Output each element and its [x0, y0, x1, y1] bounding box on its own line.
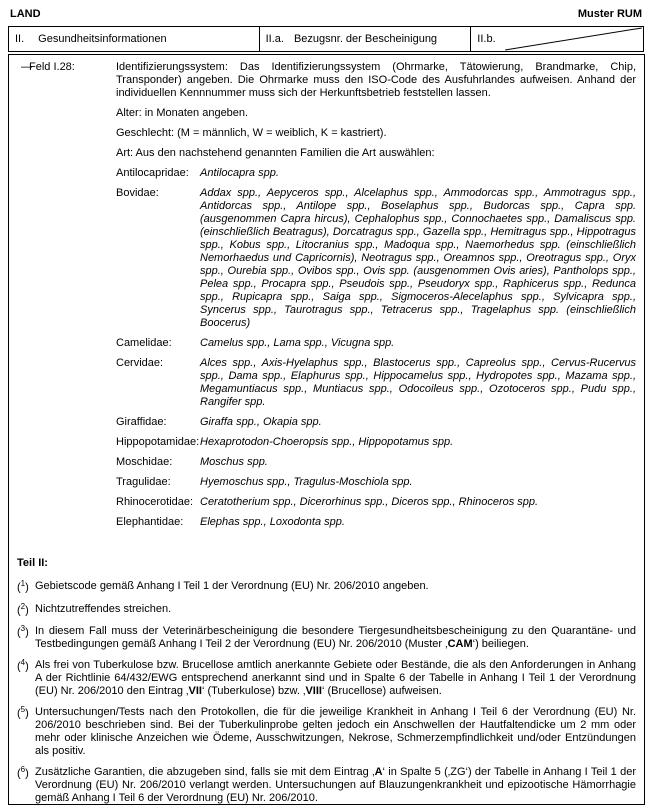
section-number: II.b.: [477, 33, 496, 45]
family-row: [116, 416, 636, 429]
family-row: [116, 516, 636, 529]
diagonal-strikeout-line: [471, 27, 643, 51]
family-row: [116, 187, 636, 330]
family-row: [116, 456, 636, 469]
footnote-number: 5: [20, 705, 26, 715]
family-row: [116, 357, 636, 409]
family-species-list: Alces spp., Axis-Hyelaphus spp., Blastocerus spp., Capreolus spp., Cervus-Rucervus spp., Dama spp., Elaphurus spp., Hippocamelus spp., Hydropotes spp., Mazama spp., Megamuntiacus spp., Muntiacus spp., Odocoileus spp., Ozotoceros spp., Pudu spp., Rangifer spp.: [200, 357, 636, 408]
species-intro-paragraph: Art: Aus den nachstehend genannten Familien die Art auswählen:: [116, 147, 435, 159]
country-label: LAND: [10, 8, 41, 20]
family-species-list: Camelus spp., Lama spp., Vicugna spp.: [200, 337, 395, 349]
footnote-1: [13, 580, 636, 595]
footnote-marker: ($^1$): [17, 579, 29, 594]
family-name: Camelidae:: [116, 337, 172, 349]
footnote-marker: ($^3$): [17, 624, 29, 639]
family-name: Rhinocerotidae:: [116, 496, 194, 508]
family-name: Cervidae:: [116, 357, 164, 369]
footnote-number: 2: [20, 601, 26, 611]
section-header-row: [8, 26, 644, 52]
family-species-list: Hexaprotodon-Choeropsis spp., Hippopotamus spp.: [200, 436, 454, 448]
family-name: Elephantidae:: [116, 516, 184, 528]
part-ii-heading: Teil II:: [17, 557, 48, 569]
section-number: II.a.: [265, 32, 284, 45]
footnote-marker: ($^5$): [17, 705, 29, 720]
footnote-5: [13, 706, 636, 758]
footnote-number: 6: [20, 765, 26, 775]
field-i28-content: [116, 61, 636, 536]
header-cell-health-info: [8, 26, 260, 52]
footnote-text: Nichtzutreffendes streichen.: [35, 602, 172, 615]
footnote-marker: ($^4$): [17, 658, 29, 673]
family-row: [116, 436, 636, 449]
dash-marker: —: [21, 61, 32, 73]
family-row: [116, 496, 636, 509]
notes-box: [8, 54, 645, 805]
top-header-line: [0, 0, 652, 21]
family-name: Bovidae:: [116, 187, 159, 199]
field-i28-row: [13, 61, 636, 536]
family-species-list: Addax spp., Aepyceros spp., Alcelaphus spp., Ammodorcas spp., Ammotragus spp., Antidorcas spp., Antilope spp., Boselaphus spp., Budorcas spp., Capra spp. (ausgenommen Capra hircus), Cephalophus spp., Connochaetes spp., Damaliscus spp. (einschließlich Beatragus), Dorcatragus spp., Gazella spp., Hemitragus spp., Hippotragus spp., Kobus spp., Litocranius spp., Madoqua spp., Naemorhedus spp. (einschließlich Nemorhaedus und Capricornis), Neotragus spp., Oreamnos spp., Oreotragus spp., Oryx spp., Ourebia spp., Ovibos spp., Ovis spp. (ausgenommen Ovis aries), Pantholops spp., Pelea spp., Procapra spp., Pseudois spp., Pseudoryx spp., Raphicerus spp., Redunca spp., Rupicapra spp., Saiga spp., Sigmoceros-Alecelaphus spp., Sylvicapra spp., Syncerus spp., Taurotragus spp., Tetracerus spp., Tragelaphus spp. (einschließlich Boocerus): [200, 187, 636, 329]
footnote-text: Als frei von Tuberkulose bzw. Brucellose amtlich anerkannte Gebiete oder Bestände, die als den Anforderungen in Anhang A der Richtlinie 64/432/EWG entsprechend anerkannt sind und in Spalte 6 der Tabelle in Anhang I Teil 1 der Verordnung (EU) Nr. 206/2010 den Eintrag ‚VII‘ (Tuberkulose) bzw. ‚VIII‘ (Brucellose) aufweisen.: [35, 659, 636, 698]
family-name: Antilocapridae:: [116, 167, 189, 179]
footnote-marker: ($^6$): [17, 765, 29, 780]
family-species-list: Elephas spp., Loxodonta spp.: [200, 516, 345, 528]
family-name: Hippopotamidae:: [116, 436, 200, 448]
footnote-text: Untersuchungen/Tests nach den Protokollen, die für die jeweilige Krankheit in Anhang I Teil 6 der Verordnung (EU) Nr. 206/2010 beschrieben sind. Bei der Tuberkulinprobe gelten jedoch ein Anschwellen der Hautfaltendicke um 2 mm oder mehr oder klinische Anzeichen wie Ödeme, Ausschwitzungen, Nekrose, Schmerzempfindlichkeit und/oder Entzündungen als positiv.: [35, 706, 636, 758]
footnote-2: [13, 603, 636, 618]
model-label: Muster RUM: [577, 8, 642, 20]
family-name: Giraffidae:: [116, 416, 167, 428]
family-species-list: Hyemoschus spp., Tragulus-Moschiola spp.: [200, 476, 413, 488]
family-row: [116, 167, 636, 180]
header-cell-reference-number: [260, 26, 472, 52]
footnote-marker: ($^2$): [17, 601, 29, 617]
footnote-text: In diesem Fall muss der Veterinärbescheinigung die besondere Tiergesundheitsbescheinigung zu den Quarantäne- und Testbedingungen gemäß Anhang I Teil 2 der Verordnung (EU) Nr. 206/2010 (Muster ‚CAM‘) beiliegen.: [35, 625, 636, 651]
field-i28-label: Feld I.28:: [29, 61, 75, 73]
footnote-3: [13, 625, 636, 651]
footnote-text: Gebietscode gemäß Anhang I Teil 1 der Verordnung (EU) Nr. 206/2010 angeben.: [35, 580, 429, 592]
family-name: Tragulidae:: [116, 476, 171, 488]
footnote-6: [13, 766, 636, 805]
family-row: [116, 337, 636, 350]
footnote-4: [13, 659, 636, 698]
header-cell-iib: [471, 26, 644, 52]
identification-system-paragraph: Identifizierungssystem: Das Identifizierungssystem (Ohrmarke, Tätowierung, Brandmarke, Chip, Transponder) angeben. Die Ohrmarke muss den ISO-Code des Ausfuhrlandes aufweisen. Anhand der individuellen Kennnummer muss sich der Herkunftsbetrieb feststellen lassen.: [116, 61, 636, 99]
family-species-list: Ceratotherium spp., Dicerorhinus spp., Diceros spp., Rhinoceros spp.: [200, 496, 539, 508]
family-row: [116, 476, 636, 489]
family-species-list: Antilocapra spp.: [200, 167, 279, 179]
sex-paragraph: Geschlecht: (M = männlich, W = weiblich, K = kastriert).: [116, 127, 387, 139]
section-title: Bezugsnr. der Bescheinigung: [293, 32, 438, 45]
family-name: Moschidae:: [116, 456, 173, 468]
section-number: II.: [15, 32, 25, 45]
section-title: Gesundheitsinformationen: [38, 32, 167, 45]
footnote-number: 3: [20, 624, 26, 634]
family-species-list: Moschus spp.: [200, 456, 268, 468]
footnote-number: 4: [20, 658, 26, 668]
family-species-list: Giraffa spp., Okapia spp.: [200, 416, 322, 428]
footnote-number: 1: [20, 579, 26, 588]
footnote-text: Zusätzliche Garantien, die abzugeben sind, falls sie mit dem Eintrag ‚A‘ in Spalte 5 (‚ZG‘) der Tabelle in Anhang I Teil 1 der Verordnung (EU) Nr. 206/2010 verlangt werden. Untersuchungen auf Blauzungenkrankheit und epizootische Hämorrhagie gemäß Anhang I Teil 6 der Verordnung (EU) Nr. 206/2010.: [35, 766, 636, 805]
age-paragraph: Alter: in Monaten angeben.: [116, 107, 249, 119]
